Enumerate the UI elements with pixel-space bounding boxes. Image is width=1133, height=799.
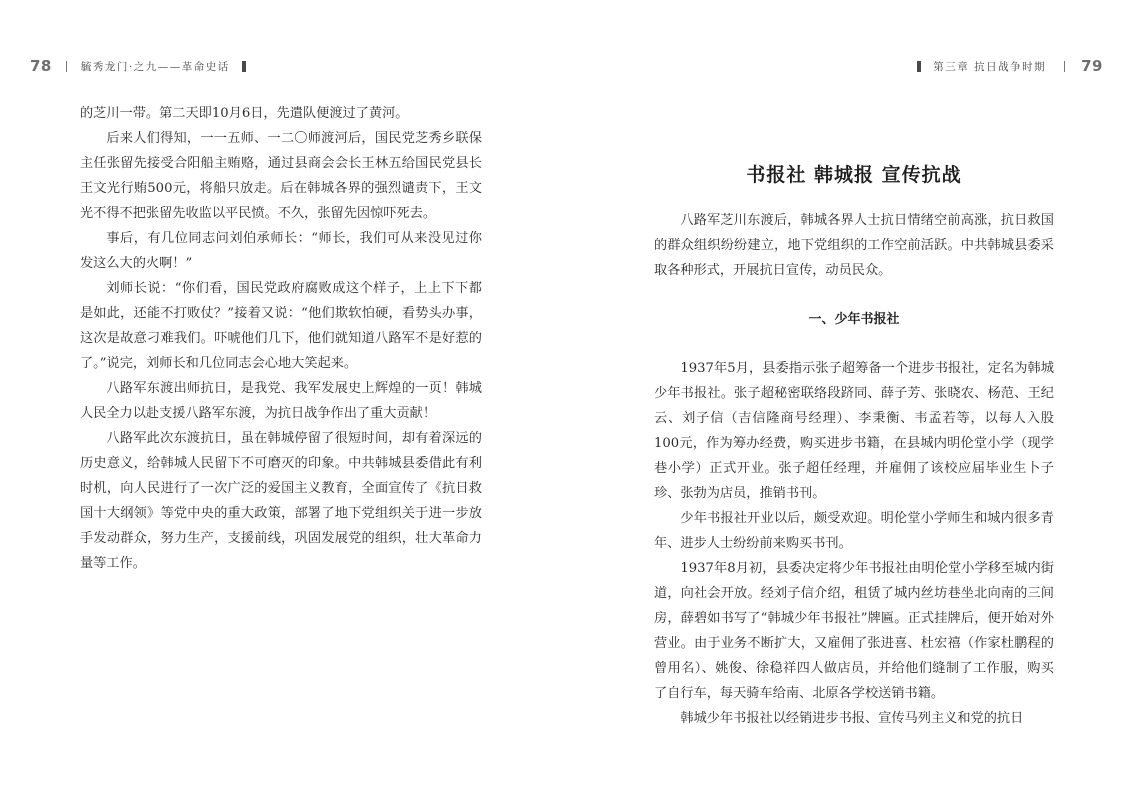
- right-page-body: [654, 160, 1054, 731]
- left-page-header: [30, 56, 246, 76]
- paragraph: 后来人们得知，一一五师、一二〇师渡河后，国民党芝秀乡联保主任张留先接受合阳船主贿赂，通过县商会会长王林五给国民党县长王文光行贿500元，将船只放走。后在韩城各界的强烈谴责下，王文光不得不把张留先收监以平民愤。不久，张留先因惊吓死去。: [80, 131, 482, 221]
- paragraph: 1937年5月，县委指示张子超筹备一个进步书报社，定名为韩城少年书报社。张子超秘密联络段跻同、薛子芳、张晓农、杨范、王纪云、刘子信（吉信隆商号经理）、李秉衡、韦孟若等，以每人入股100元，作为筹办经费，购买进步书籍，在县城内明伦堂小学（现学巷小学）正式开业。张子超任经理，并雇佣了该校应届毕业生卜子珍、张勃为店员，推销书刊。: [654, 361, 1054, 501]
- paragraph: 事后，有几位同志问刘伯承师长：“师长，我们可从来没见过你发这么大的火啊！”: [80, 231, 482, 271]
- running-title: 第三章 抗日战争时期: [933, 60, 1047, 73]
- header-divider: [1064, 61, 1065, 72]
- page-number: 79: [1081, 57, 1103, 75]
- paragraph: 少年书报社开业以后，颇受欢迎。明伦堂小学师生和城内很多青年、进步人士纷纷前来购买书刊。: [654, 511, 1054, 551]
- left-page-body: [80, 101, 482, 576]
- header-block-mark: [242, 61, 246, 72]
- paragraph: 八路军此次东渡抗日，虽在韩城停留了很短时间，却有着深远的历史意义，给韩城人民留下不可磨灭的印象。中共韩城县委借此有利时机，向人民进行了一次广泛的爱国主义教育，全面宣传了《抗日救国十大纲领》等党中央的重大政策，部署了地下党组织关于进一步放手发动群众，努力生产，支援前线，巩固发展党的组织，壮大革命力量等工作。: [80, 431, 482, 571]
- intro-paragraph: 八路军芝川东渡后，韩城各界人士抗日情绪空前高涨，抗日救国的群众组织纷纷建立，地下党组织的工作空前活跃。中共韩城县委采取各种形式，开展抗日宣传，动员民众。: [654, 213, 1054, 278]
- header-divider: [66, 61, 67, 72]
- paragraph: 1937年8月初，县委决定将少年书报社由明伦堂小学移至城内街道，向社会开放。经刘子信介绍，租赁了城内丝坊巷坐北向南的三间房，薛碧如书写了“韩城少年书报社”牌匾。正式挂牌后，便开始对外营业。由于业务不断扩大，又雇佣了张进喜、杜宏禧（作家杜鹏程的曾用名）、姚俊、徐稳祥四人做店员，并给他们缝制了工作服，购买了自行车，每天骑车给南、北原各学校送销书籍。: [654, 561, 1054, 701]
- paragraph: 的芝川一带。第二天即10月6日，先遣队便渡过了黄河。: [80, 106, 409, 121]
- paragraph: 八路军东渡出师抗日，是我党、我军发展史上辉煌的一页！韩城人民全力以赴支援八路军东渡，为抗日战争作出了重大贡献！: [80, 381, 482, 421]
- right-page: [566, 0, 1133, 799]
- paragraph: 韩城少年书报社以经销进步书报、宣传马列主义和党的抗日: [680, 711, 1024, 726]
- page-number: 78: [30, 57, 52, 75]
- running-title: 毓秀龙门·之九——革命史话: [80, 60, 230, 73]
- section-title: 一、少年书报社: [808, 312, 900, 327]
- paragraph: 刘师长说：“你们看，国民党政府腐败成这个样子，上上下下都是如此，还能不打败仗？”接着又说：“他们欺软怕硬，看势头办事，这次是故意刁难我们。吓唬他们几下，他们就知道八路军不是好惹的了。”说完，刘师长和几位同志会心地大笑起来。: [80, 281, 482, 371]
- chapter-title: 书报社 韩城报 宣传抗战: [746, 164, 962, 186]
- right-page-header: [917, 56, 1103, 76]
- left-page: [0, 0, 566, 799]
- header-block-mark: [917, 61, 921, 72]
